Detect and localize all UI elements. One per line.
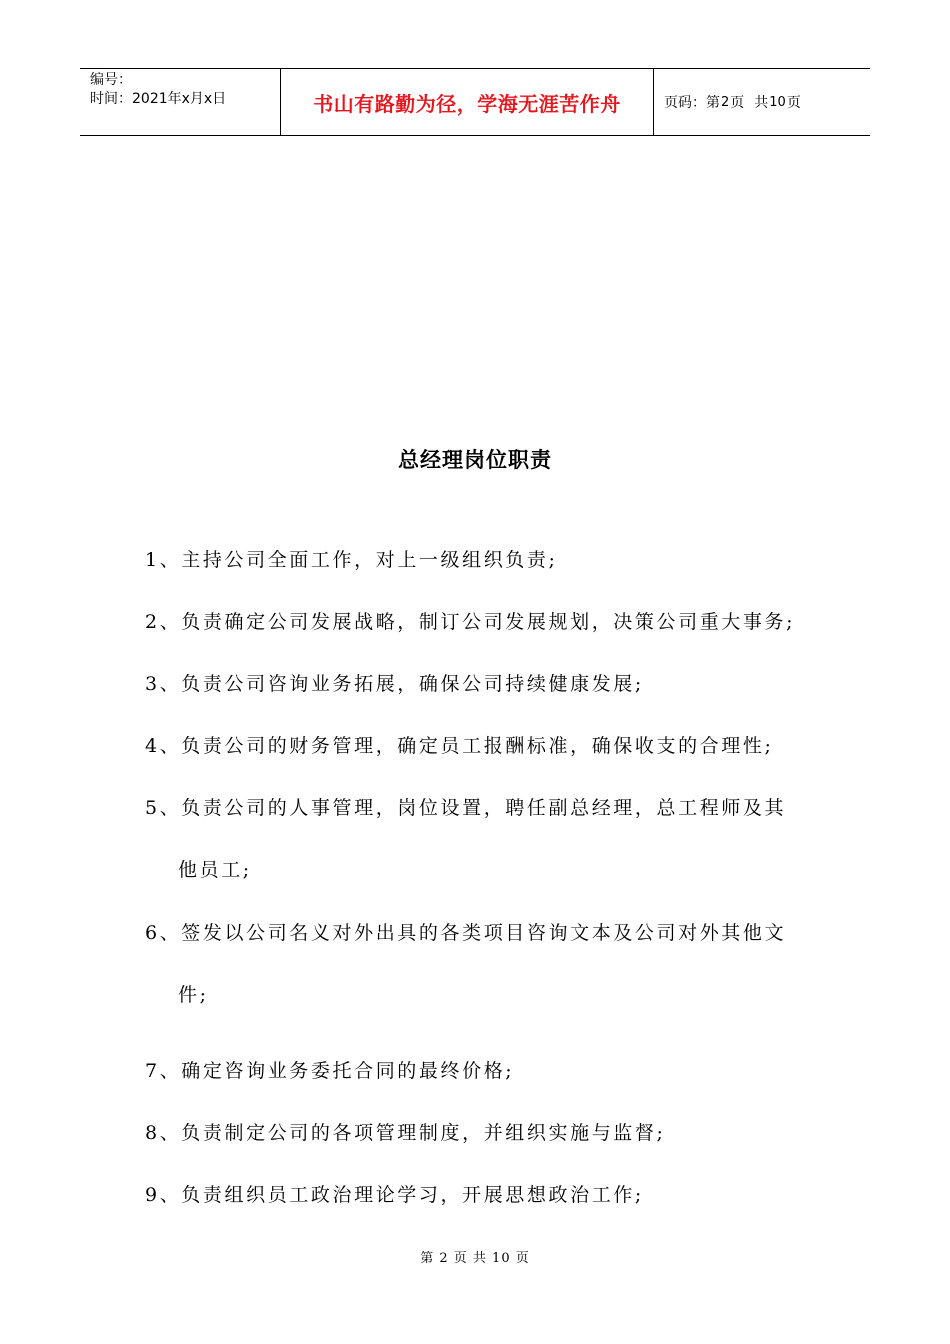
page-footer: 第 2 页 共 10 页: [420, 1251, 530, 1266]
header-slogan: 书山有路勤为径，学海无涯苦作舟: [281, 69, 654, 135]
duty-item-2: [145, 607, 815, 634]
duty-item-4: [145, 731, 815, 758]
duty-item-1: [145, 545, 815, 572]
duty-text: 2、负责确定公司发展战略，制订公司发展规划，决策公司重大事务;: [145, 611, 796, 633]
page-total-prefix: 共: [754, 95, 769, 111]
page-prefix: 页码：第: [664, 95, 720, 111]
duty-text-continued: 他员工;: [178, 859, 252, 881]
duty-text: 9、负责组织员工政治理论学习，开展思想政治工作;: [145, 1184, 644, 1206]
duty-item-7: [145, 1056, 815, 1083]
duty-item-9: [145, 1180, 815, 1207]
duty-text: 6、签发以公司名义对外出具的各类项目咨询文本及公司对外其他文: [145, 922, 787, 944]
duty-item-6: [145, 918, 815, 1006]
duty-item-8: [145, 1118, 815, 1145]
duty-text: 3、负责公司咨询业务拓展，确保公司持续健康发展;: [145, 673, 644, 695]
duty-item-5: [145, 793, 815, 881]
header-page-info: [654, 69, 870, 135]
duty-item-3: [145, 669, 815, 696]
duty-text: 8、负责制定公司的各项管理制度，并组织实施与监督;: [145, 1122, 666, 1144]
page-total: 10: [769, 94, 786, 110]
header-meta: [80, 69, 281, 135]
duty-text: 4、负责公司的财务管理，确定员工报酬标准，确保收支的合理性;: [145, 735, 774, 757]
duty-text: 1、主持公司全面工作，对上一级组织负责;: [145, 549, 558, 571]
number-label: 编号：: [90, 72, 132, 88]
document-title: 总经理岗位职责: [398, 448, 552, 472]
duty-text-continued: 件;: [178, 984, 209, 1006]
document-header: [80, 68, 870, 136]
duty-text: 5、负责公司的人事管理，岗位设置，聘任副总经理，总工程师及其: [145, 797, 787, 819]
page-mid: 页: [730, 95, 745, 111]
page-suffix: 页: [786, 95, 801, 111]
time-label: 时间：2021年x月x日: [90, 91, 227, 107]
duty-text: 7、确定咨询业务委托合同的最终价格;: [145, 1060, 515, 1082]
page-current: 2: [721, 94, 730, 110]
